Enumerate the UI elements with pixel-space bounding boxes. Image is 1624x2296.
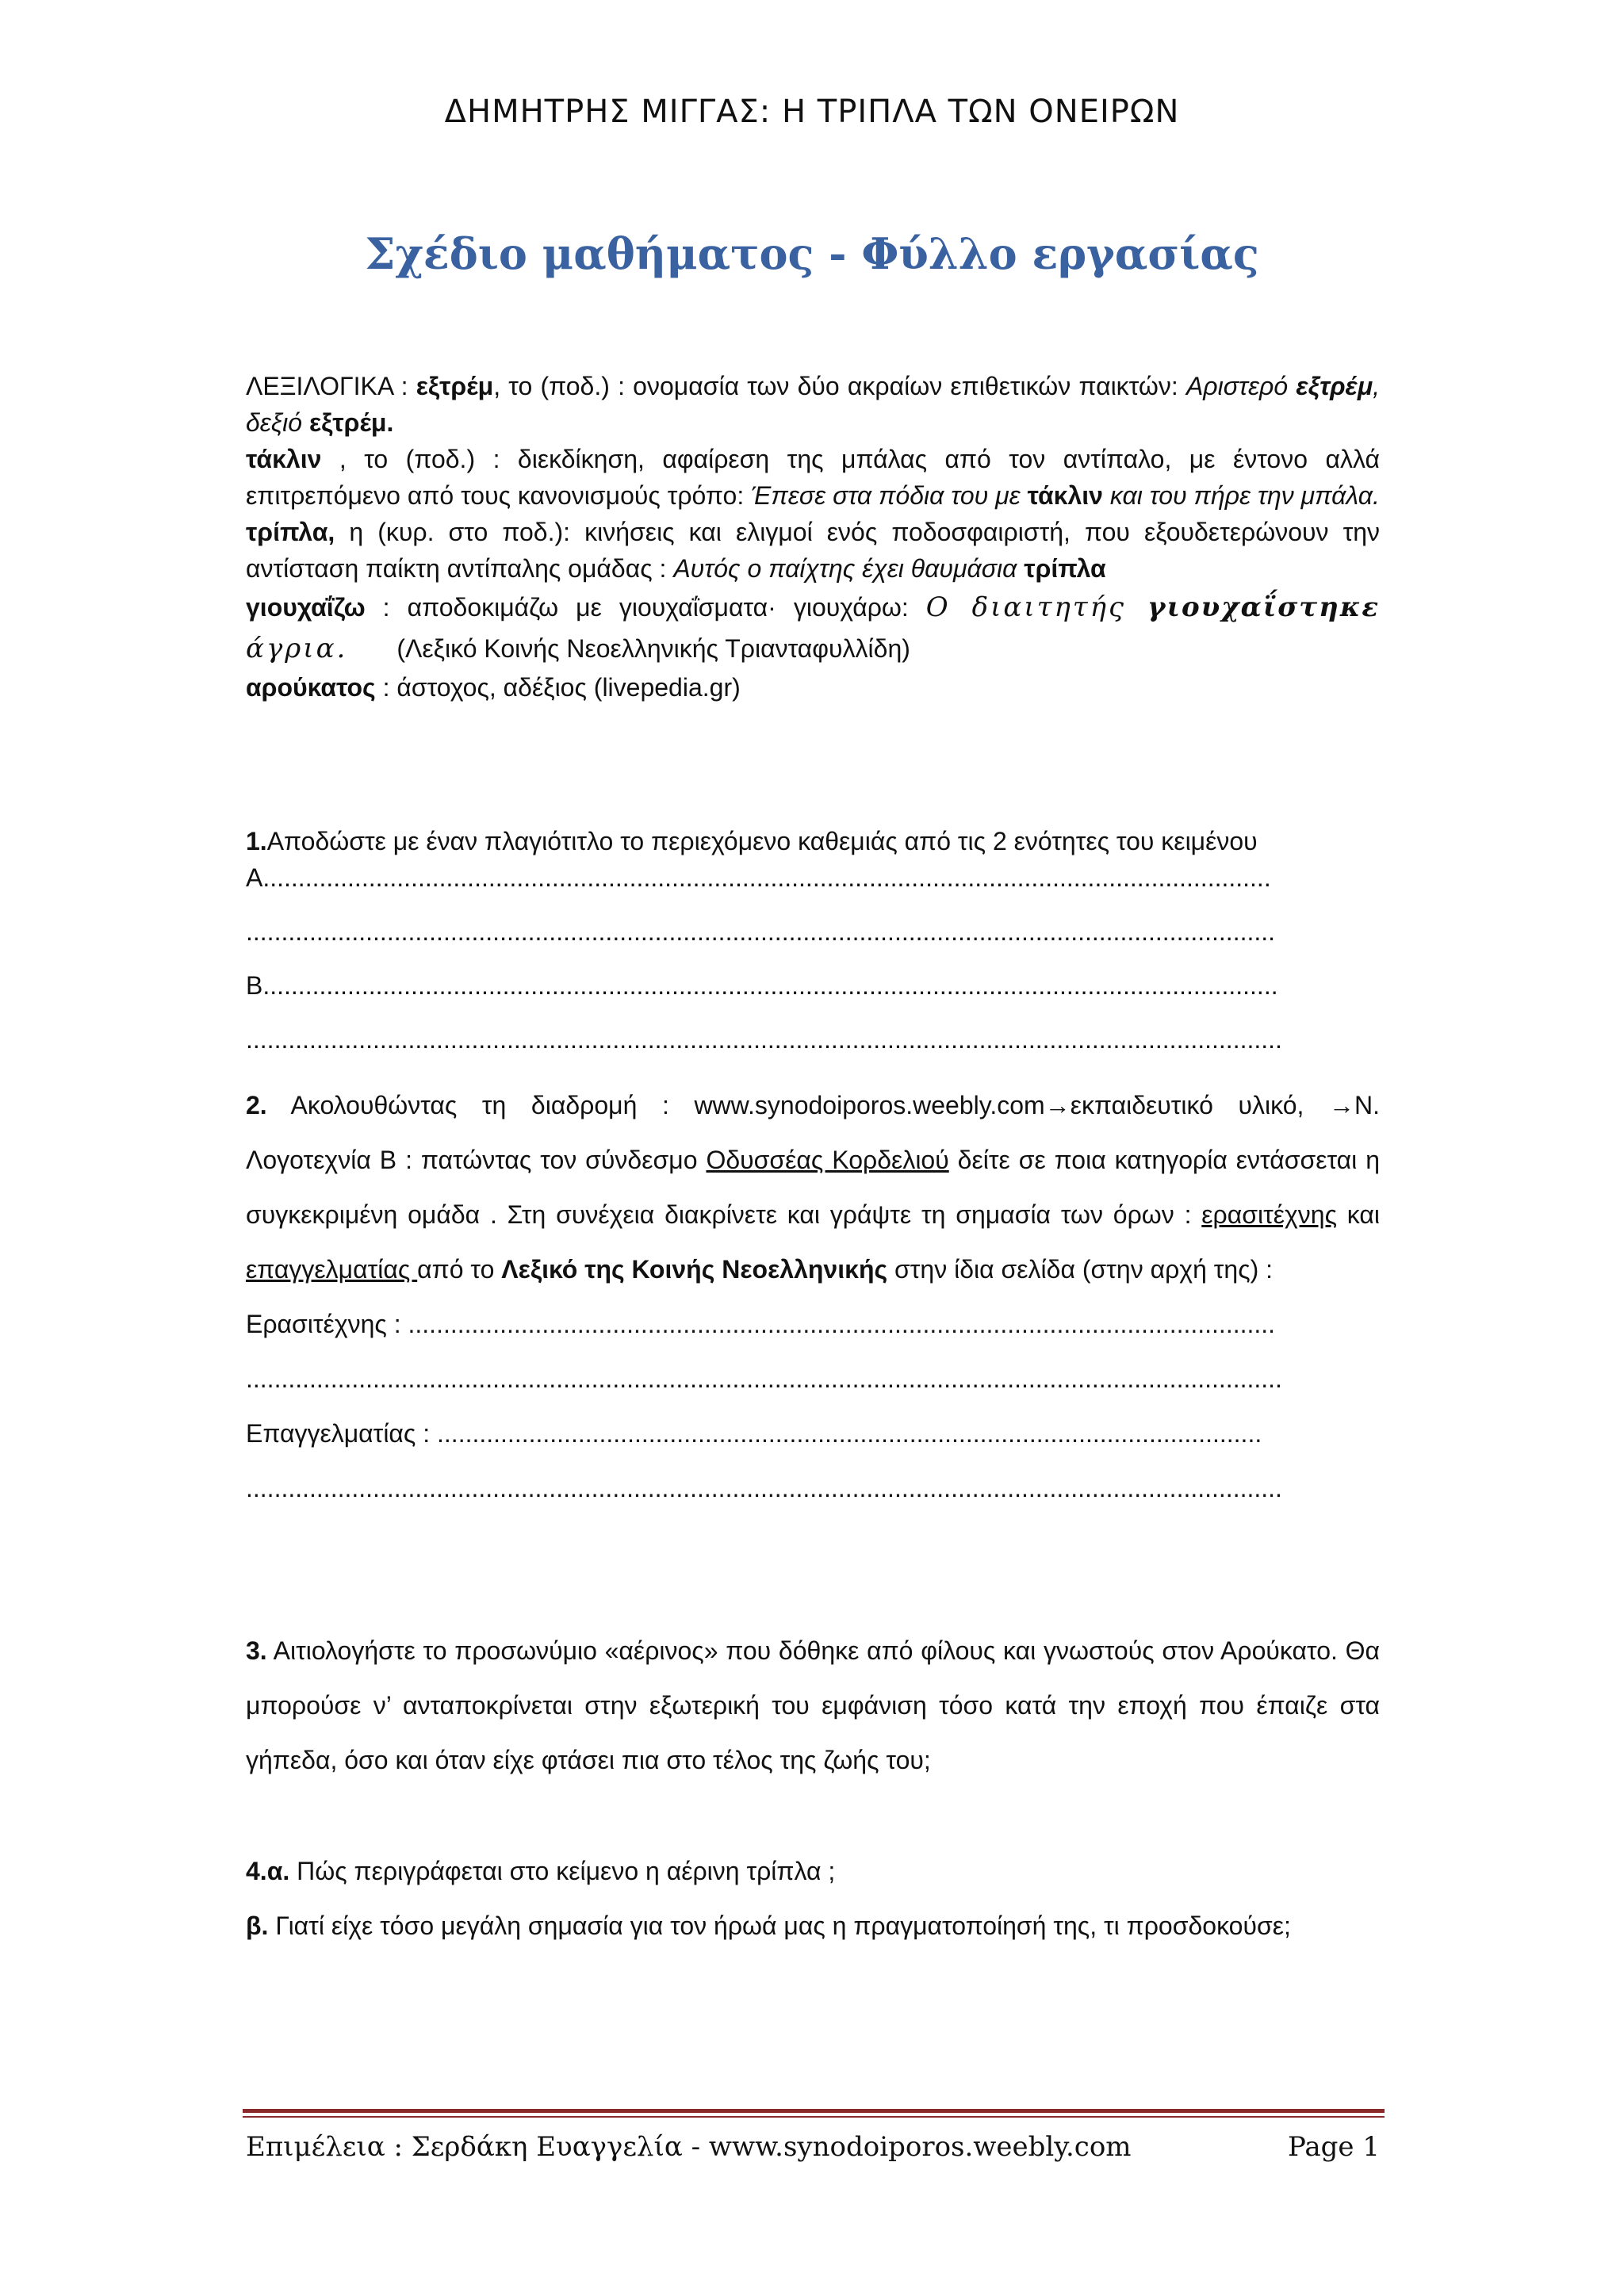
vocab-source: (Λεξικό Κοινής Νεοελληνικής Τριανταφυλλίδη) (396, 634, 910, 663)
vocab-term: εξτρέμ (416, 372, 494, 400)
question-text: από το (417, 1255, 502, 1284)
answer-line-professional-continued[interactable]: ................................................................................................................................................... (246, 1474, 1282, 1502)
vocab-definition: : ονομασία των δύο ακραίων επιθετικών παικτών: (609, 372, 1186, 400)
question-number: 2. (246, 1091, 267, 1119)
vocab-example: άγρια. (246, 633, 348, 664)
vocab-example: Ο διαιτητής (925, 591, 1148, 623)
question-4b-prompt (246, 1899, 1380, 1954)
document-title: Σχέδιο μαθήματος - Φύλλο εργασίας (365, 228, 1259, 279)
answer-line-b[interactable]: Β................................................................................................................................................ (246, 971, 1278, 1000)
term-amateur: ερασιτέχνης (1201, 1200, 1337, 1229)
vocab-entry-taklin (246, 441, 1380, 514)
question-text: και (1337, 1200, 1381, 1229)
vocab-entry-giouxaizo-cont (246, 628, 1380, 669)
vocab-term: γιουχαΐζω (246, 593, 366, 622)
vocab-entry-extrem (246, 368, 1380, 441)
vocab-example-term: τάκλιν (1027, 481, 1103, 510)
question-number: 4.α. (246, 1857, 290, 1885)
vocab-term: τρίπλα, (246, 518, 335, 546)
answer-line-a[interactable]: Α............................................................................................................................................... (246, 863, 1271, 892)
running-header: ΔΗΜΗΤΡΗΣ ΜΙΓΓΑΣ: Η ΤΡΙΠΛΑ ΤΩΝ ΟΝΕΙΡΩΝ (444, 94, 1180, 130)
question-3 (246, 1624, 1380, 1788)
vocab-example-term: γιουχαΐστηκε (1147, 591, 1381, 623)
vocab-separator: : (393, 372, 416, 400)
vocab-example: Έπεσε στα πόδια του με (751, 481, 1028, 510)
question-text: Γιατί είχε τόσο μεγάλη σημασία για τον ήρωά μας η πραγματοποίησή της, τι προσδοκούσε; (268, 1911, 1291, 1940)
answer-line-professional[interactable]: Επαγγελματίας : ..................................................................................................................... (246, 1419, 1262, 1448)
vocab-example-term: εξτρέμ. (308, 408, 394, 437)
answer-line-b-continued[interactable]: ................................................................................................................................................... (246, 1025, 1282, 1054)
vocab-entry-aroukatos (246, 669, 1380, 706)
vocab-definition: : αποδοκιμάζω με γιουχαΐσματα· γιουχάρω: (365, 593, 926, 622)
vocab-grammar: η (κυρ. στο ποδ.): (335, 518, 585, 546)
term-professional: επαγγελματίας (246, 1255, 418, 1284)
footer-divider (243, 2109, 1385, 2113)
odysseas-kordeliou-link[interactable]: Οδυσσέας Κορδελιού (706, 1146, 949, 1174)
question-number: 3. (246, 1636, 267, 1665)
answer-line-amateur[interactable]: Ερασιτέχνης : ........................................................................................................................... (246, 1310, 1276, 1338)
question-text: στην ίδια σελίδα (στην αρχή της) : (887, 1255, 1274, 1284)
question-number: 1. (246, 827, 267, 855)
footer-divider-thin (243, 2116, 1385, 2118)
vocab-label: ΛΕΞΙΛΟΓΙΚΑ (246, 372, 393, 400)
vocab-definition: : άστοχος, αδέξιος (livepedia.gr) (375, 673, 741, 702)
vocab-grammar: , το (ποδ.) (493, 372, 610, 400)
vocab-definition: διεκδίκηση, αφαίρεση της μπάλας από τον αντίπαλο, με έντονο αλλά επιτρεπόμενο από τους κανονισμούς τρόπο: (246, 445, 1381, 510)
question-text: Αποδώστε με έναν πλαγιότιτλο το περιεχόμενο καθεμιάς από τις 2 ενότητες του κειμένου (266, 827, 1258, 855)
question-number: β. (246, 1911, 269, 1940)
answer-line-a-continued[interactable]: .................................................................................................................................................. (246, 917, 1276, 946)
question-text: δείτε σε ποια κατηγορία εντάσσεται η συγκεκριμένη ομάδα . Στη συνέχεια διακρίνετε και γράψτε τη σημασία των όρων : (246, 1146, 1381, 1229)
question-text: Αιτιολογήστε το προσωνύμιο «αέρινος» που δόθηκε από φίλους και γνωστούς στον Αρούκατο. Θα μπορούσε ν’ ανταποκρίνεται στην εξωτερική του εμφάνιση τόσο κατά την εποχή που έπαιζε στα γήπεδα, όσο και όταν είχε φτάσει πια στο τέλος της ζωής του; (246, 1636, 1380, 1774)
question-text: Πώς περιγράφεται στο κείμενο η αέρινη τρίπλα ; (289, 1857, 836, 1885)
question-3-prompt (246, 1624, 1380, 1788)
question-4a-prompt (246, 1844, 1380, 1899)
question-1 (246, 823, 1380, 1058)
vocab-example: και του πήρε την μπάλα. (1102, 481, 1380, 510)
dictionary-name: Λεξικό της Κοινής Νεοελληνικής (501, 1255, 888, 1284)
vocab-example-term: τρίπλα (1024, 554, 1106, 583)
question-1-prompt (246, 823, 1380, 859)
footer-credit: Επιμέλεια : Σερδάκη Ευαγγελία - www.synodoiporos.weebly.com (246, 2131, 1132, 2163)
vocab-example-term: εξτρέμ (1296, 372, 1373, 400)
vocab-example: , δεξιό (246, 372, 1381, 437)
vocab-example: Αριστερό (1185, 372, 1297, 400)
vocab-grammar: , το (ποδ.) : (321, 445, 518, 473)
question-2-prompt (246, 1078, 1380, 1297)
vocab-entry-giouxaizo (246, 587, 1380, 628)
vocab-example: Αυτός ο παίχτης έχει θαυμάσια (673, 554, 1025, 583)
question-text: Ακολουθώντας τη διαδρομή : www.synodoiporos.weebly.com→εκπαιδευτικό υλικό, →Ν. Λογοτεχνία Β : πατώντας τον σύνδεσμο (246, 1091, 1380, 1174)
vocab-term: τάκλιν (246, 445, 322, 473)
vocab-entry-tripla (246, 514, 1380, 587)
vocab-definition: κινήσεις και ελιγμοί ενός ποδοσφαιριστή, που εξουδετερώνουν την αντίσταση παίκτη αντίπαλης ομάδας : (246, 518, 1381, 583)
question-2 (246, 1078, 1380, 1516)
vocab-term: αρούκατος (246, 673, 376, 702)
question-4 (246, 1844, 1380, 1954)
page-number: Page 1 (1288, 2131, 1380, 2163)
answer-line-amateur-continued[interactable]: ................................................................................................................................................... (246, 1364, 1282, 1393)
vocabulary-section (246, 368, 1380, 706)
